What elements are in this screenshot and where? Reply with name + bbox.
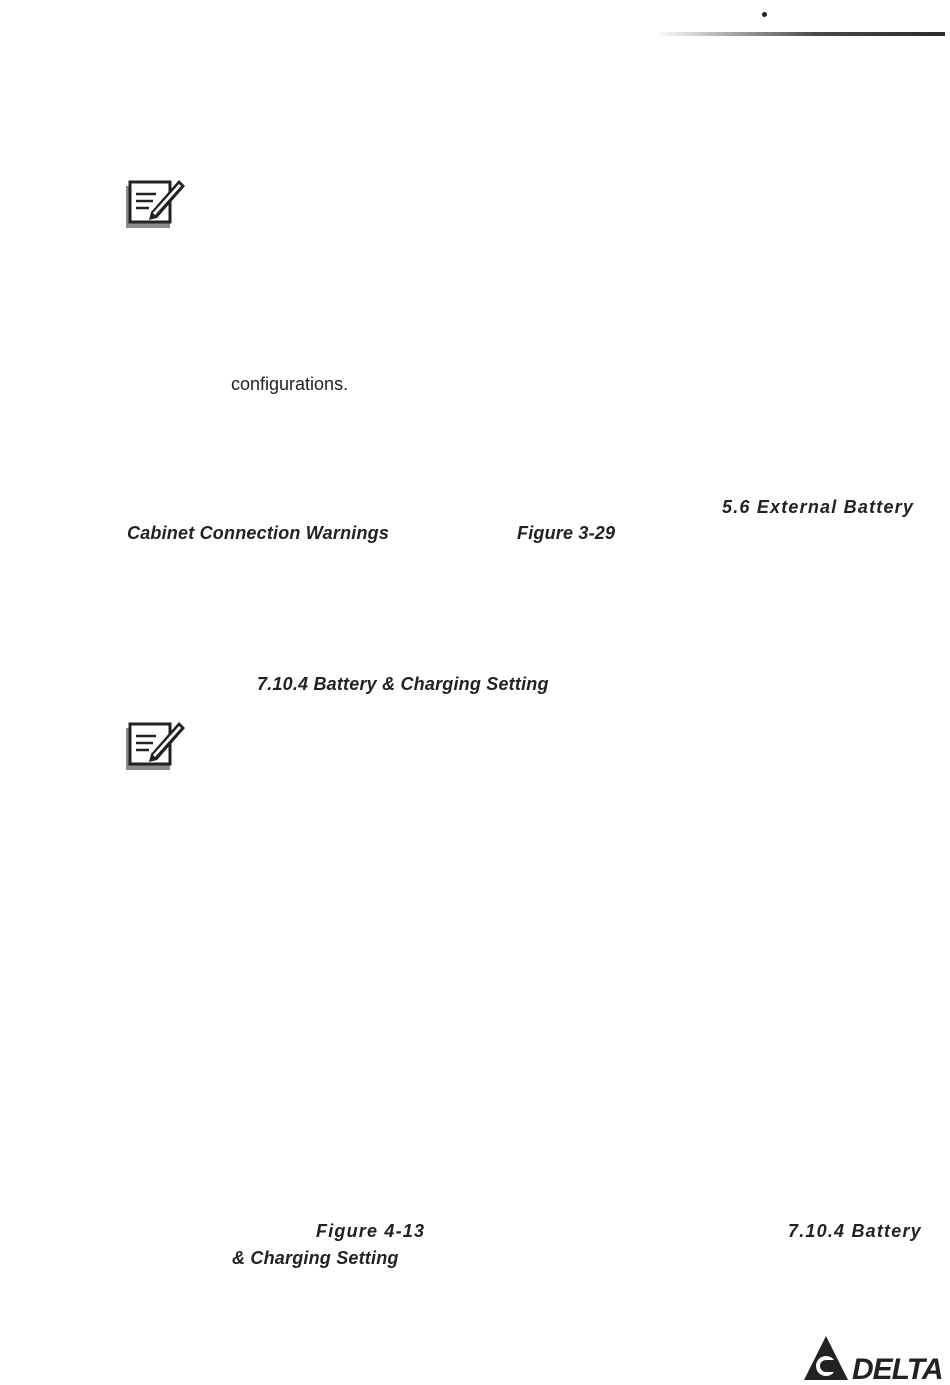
ref-figure-3-29[interactable]: Figure 3-29 bbox=[517, 523, 616, 543]
note-pencil-icon bbox=[124, 176, 186, 230]
ref-cabinet-connection-warnings[interactable]: Cabinet Connection Warnings bbox=[127, 523, 390, 543]
delta-logo bbox=[800, 1332, 946, 1384]
ref-external-battery[interactable]: 5.6 External Battery bbox=[722, 497, 915, 517]
ref-battery-2[interactable]: 7.10.4 Battery bbox=[788, 1221, 922, 1241]
header-rule bbox=[655, 32, 945, 36]
note-pencil-icon bbox=[124, 718, 186, 772]
configurations-text: configurations. bbox=[231, 374, 349, 394]
ref-battery-charging-setting[interactable]: 7.10.4 Battery & Charging Setting bbox=[257, 674, 549, 694]
ref-charging-setting-2[interactable]: & Charging Setting bbox=[232, 1248, 399, 1268]
svg-text:DELTA: DELTA bbox=[852, 1353, 943, 1384]
header-bullet bbox=[762, 12, 767, 17]
ref-figure-4-13[interactable]: Figure 4-13 bbox=[316, 1221, 426, 1241]
